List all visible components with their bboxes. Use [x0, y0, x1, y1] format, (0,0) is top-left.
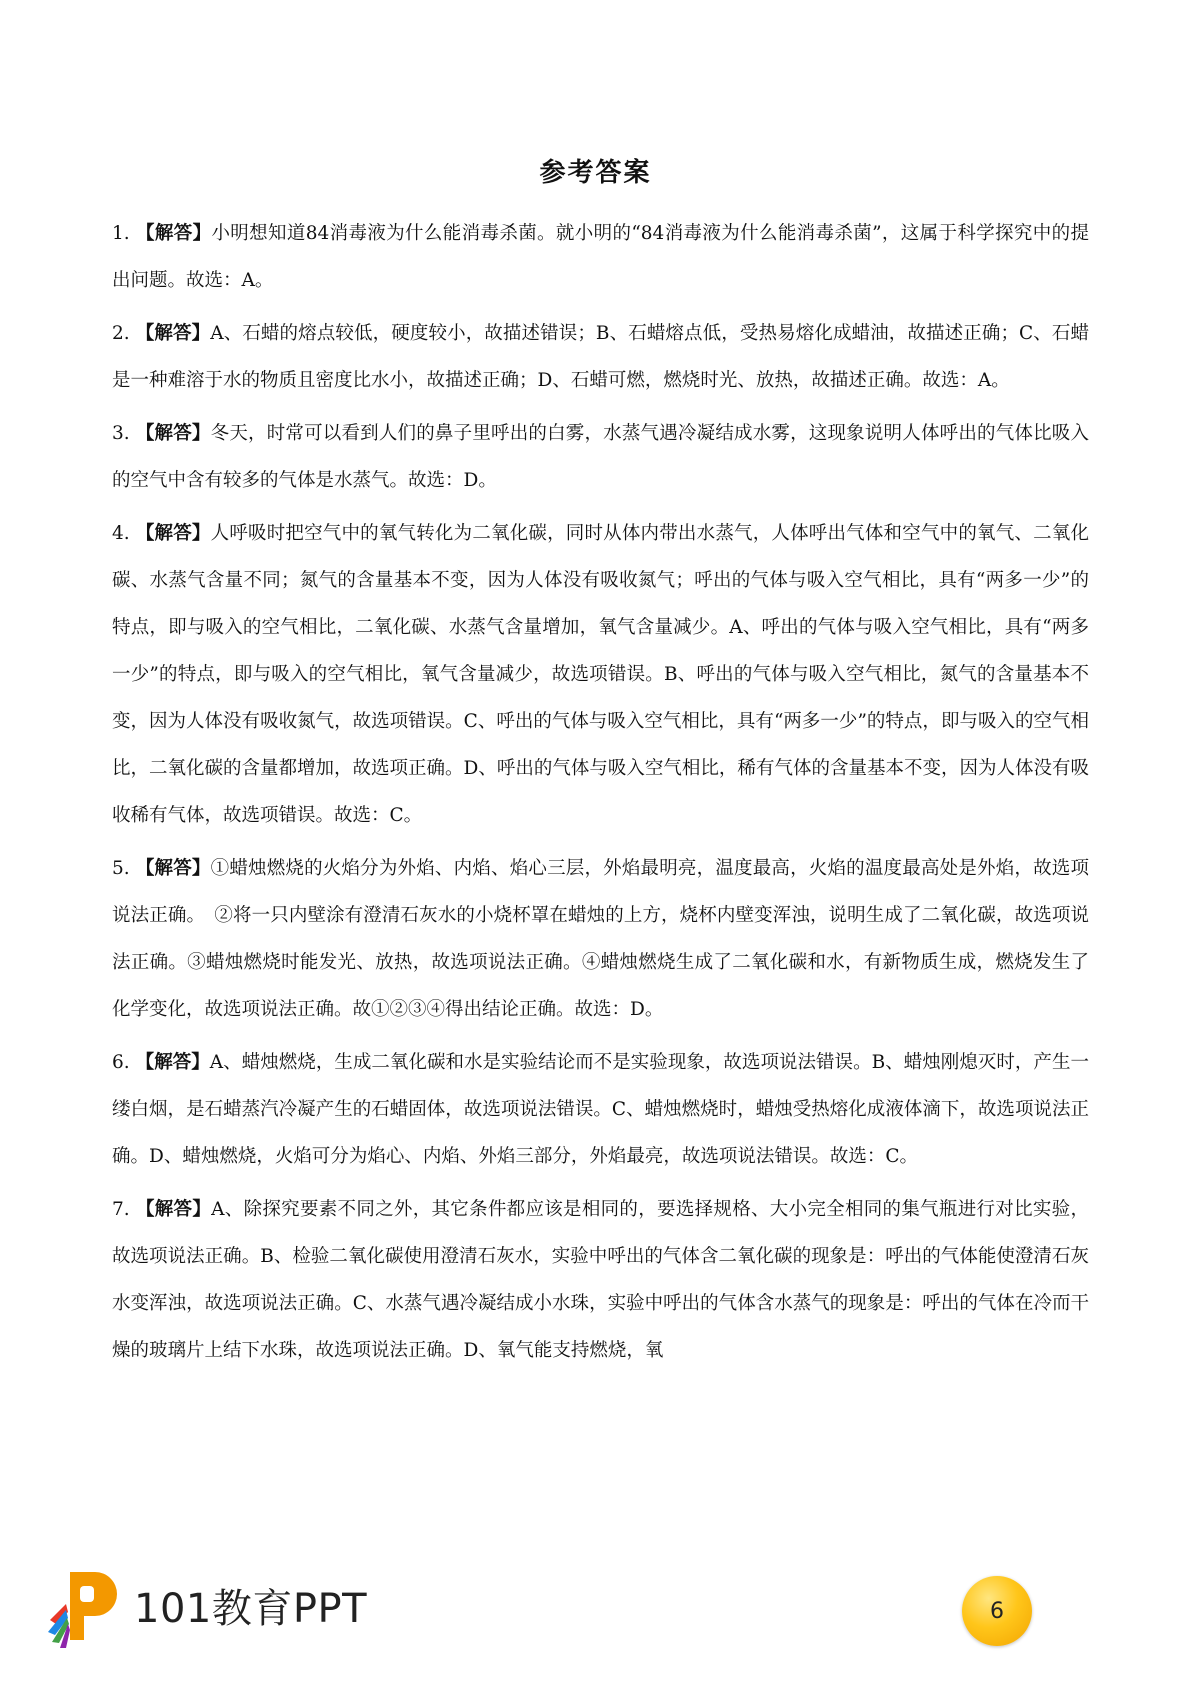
- answer-number: 6.: [112, 1052, 130, 1073]
- answer-list: [112, 210, 1089, 1380]
- answer-item: [112, 845, 1089, 1033]
- answer-tag: 【解答】: [135, 223, 212, 244]
- answer-number: 4.: [112, 523, 130, 544]
- answer-text: 冬天，时常可以看到人们的鼻子里呼出的白雾，水蒸气遇冷凝结成水雾，这现象说明人体呼出的气体比吸入的空气中含有较多的气体是水蒸气。故选：D。: [112, 423, 1089, 491]
- answer-number: 7.: [112, 1199, 130, 1220]
- answer-tag: 【解答】: [135, 523, 211, 544]
- answer-item: [112, 1039, 1089, 1180]
- book-logo-icon: [40, 1560, 130, 1650]
- page-number-badge: [962, 1576, 1032, 1646]
- answer-text: 人呼吸时把空气中的氧气转化为二氧化碳，同时从体内带出水蒸气，人体呼出气体和空气中的氧气、二氧化碳、水蒸气含量不同；氮气的含量基本不变，因为人体没有吸收氮气；呼出的气体与吸入空气相比，具有“两多一少”的特点，即与吸入的空气相比，二氧化碳、水蒸气含量增加，氧气含量减少。A、呼出的气体与吸入空气相比，具有“两多一少”的特点，即与吸入的空气相比，氧气含量减少，故选项错误。B、呼出的气体与吸入空气相比，氮气的含量基本不变，因为人体没有吸收氮气，故选项错误。C、呼出的气体与吸入空气相比，具有“两多一少”的特点，即与吸入的空气相比，二氧化碳的含量都增加，故选项正确。D、呼出的气体与吸入空气相比，稀有气体的含量基本不变，因为人体没有吸收稀有气体，故选项错误。故选：C。: [112, 523, 1089, 826]
- answer-item: [112, 210, 1089, 304]
- answer-text: 小明想知道84消毒液为什么能消毒杀菌。就小明的“84消毒液为什么能消毒杀菌”，这属于科学探究中的提出问题。故选：A。: [112, 223, 1089, 291]
- answer-item: [112, 310, 1089, 404]
- answer-number: 2.: [112, 323, 130, 344]
- answer-text: A、除探究要素不同之外，其它条件都应该是相同的，要选择规格、大小完全相同的集气瓶进行对比实验，故选项说法正确。B、检验二氧化碳使用澄清石灰水，实验中呼出的气体含二氧化碳的现象是：呼出的气体能使澄清石灰水变浑浊，故选项说法正确。C、水蒸气遇冷凝结成小水珠，实验中呼出的气体含水蒸气的现象是：呼出的气体在冷而干燥的玻璃片上结下水珠，故选项说法正确。D、氧气能支持燃烧，氧: [112, 1199, 1089, 1361]
- answer-number: 1.: [112, 223, 130, 244]
- answer-number: 3.: [112, 423, 130, 444]
- answer-text: ①蜡烛燃烧的火焰分为外焰、内焰、焰心三层，外焰最明亮，温度最高，火焰的温度最高处是外焰，故选项说法正确。 ②将一只内壁涂有澄清石灰水的小烧杯罩在蜡烛的上方，烧杯内壁变浑浊，说明生成了二氧化碳，故选项说法正确。③蜡烛燃烧时能发光、放热，故选项说法正确。④蜡烛燃烧生成了二氧化碳和水，有新物质生成，燃烧发生了化学变化，故选项说法正确。故①②③④得出结论正确。故选：D。: [112, 858, 1089, 1020]
- answer-item: [112, 1186, 1089, 1374]
- answer-text: A、石蜡的熔点较低，硬度较小，故描述错误；B、石蜡熔点低，受热易熔化成蜡油，故描述正确；C、石蜡是一种难溶于水的物质且密度比水小，故描述正确；D、石蜡可燃，燃烧时光、放热，故描述正确。故选：A。: [112, 323, 1089, 391]
- brand-logo: [40, 1560, 367, 1650]
- answer-tag: 【解答】: [135, 858, 211, 879]
- answer-item: [112, 410, 1089, 504]
- answer-tag: 【解答】: [135, 323, 211, 344]
- answer-tag: 【解答】: [135, 1199, 212, 1220]
- answer-tag: 【解答】: [135, 423, 211, 444]
- answer-number: 5.: [112, 858, 130, 879]
- page-number: 6: [990, 1598, 1004, 1624]
- answer-tag: 【解答】: [135, 1052, 210, 1073]
- page-title: 参考答案: [539, 158, 652, 188]
- answer-text: A、蜡烛燃烧，生成二氧化碳和水是实验结论而不是实验现象，故选项说法错误。B、蜡烛刚熄灭时，产生一缕白烟，是石蜡蒸汽冷凝产生的石蜡固体，故选项说法错误。C、蜡烛燃烧时，蜡烛受热熔化成液体滴下，故选项说法正确。D、蜡烛燃烧，火焰可分为焰心、内焰、外焰三部分，外焰最亮，故选项说法错误。故选：C。: [112, 1052, 1089, 1167]
- brand-name: 101教育PPT: [134, 1585, 368, 1632]
- answer-item: [112, 510, 1089, 839]
